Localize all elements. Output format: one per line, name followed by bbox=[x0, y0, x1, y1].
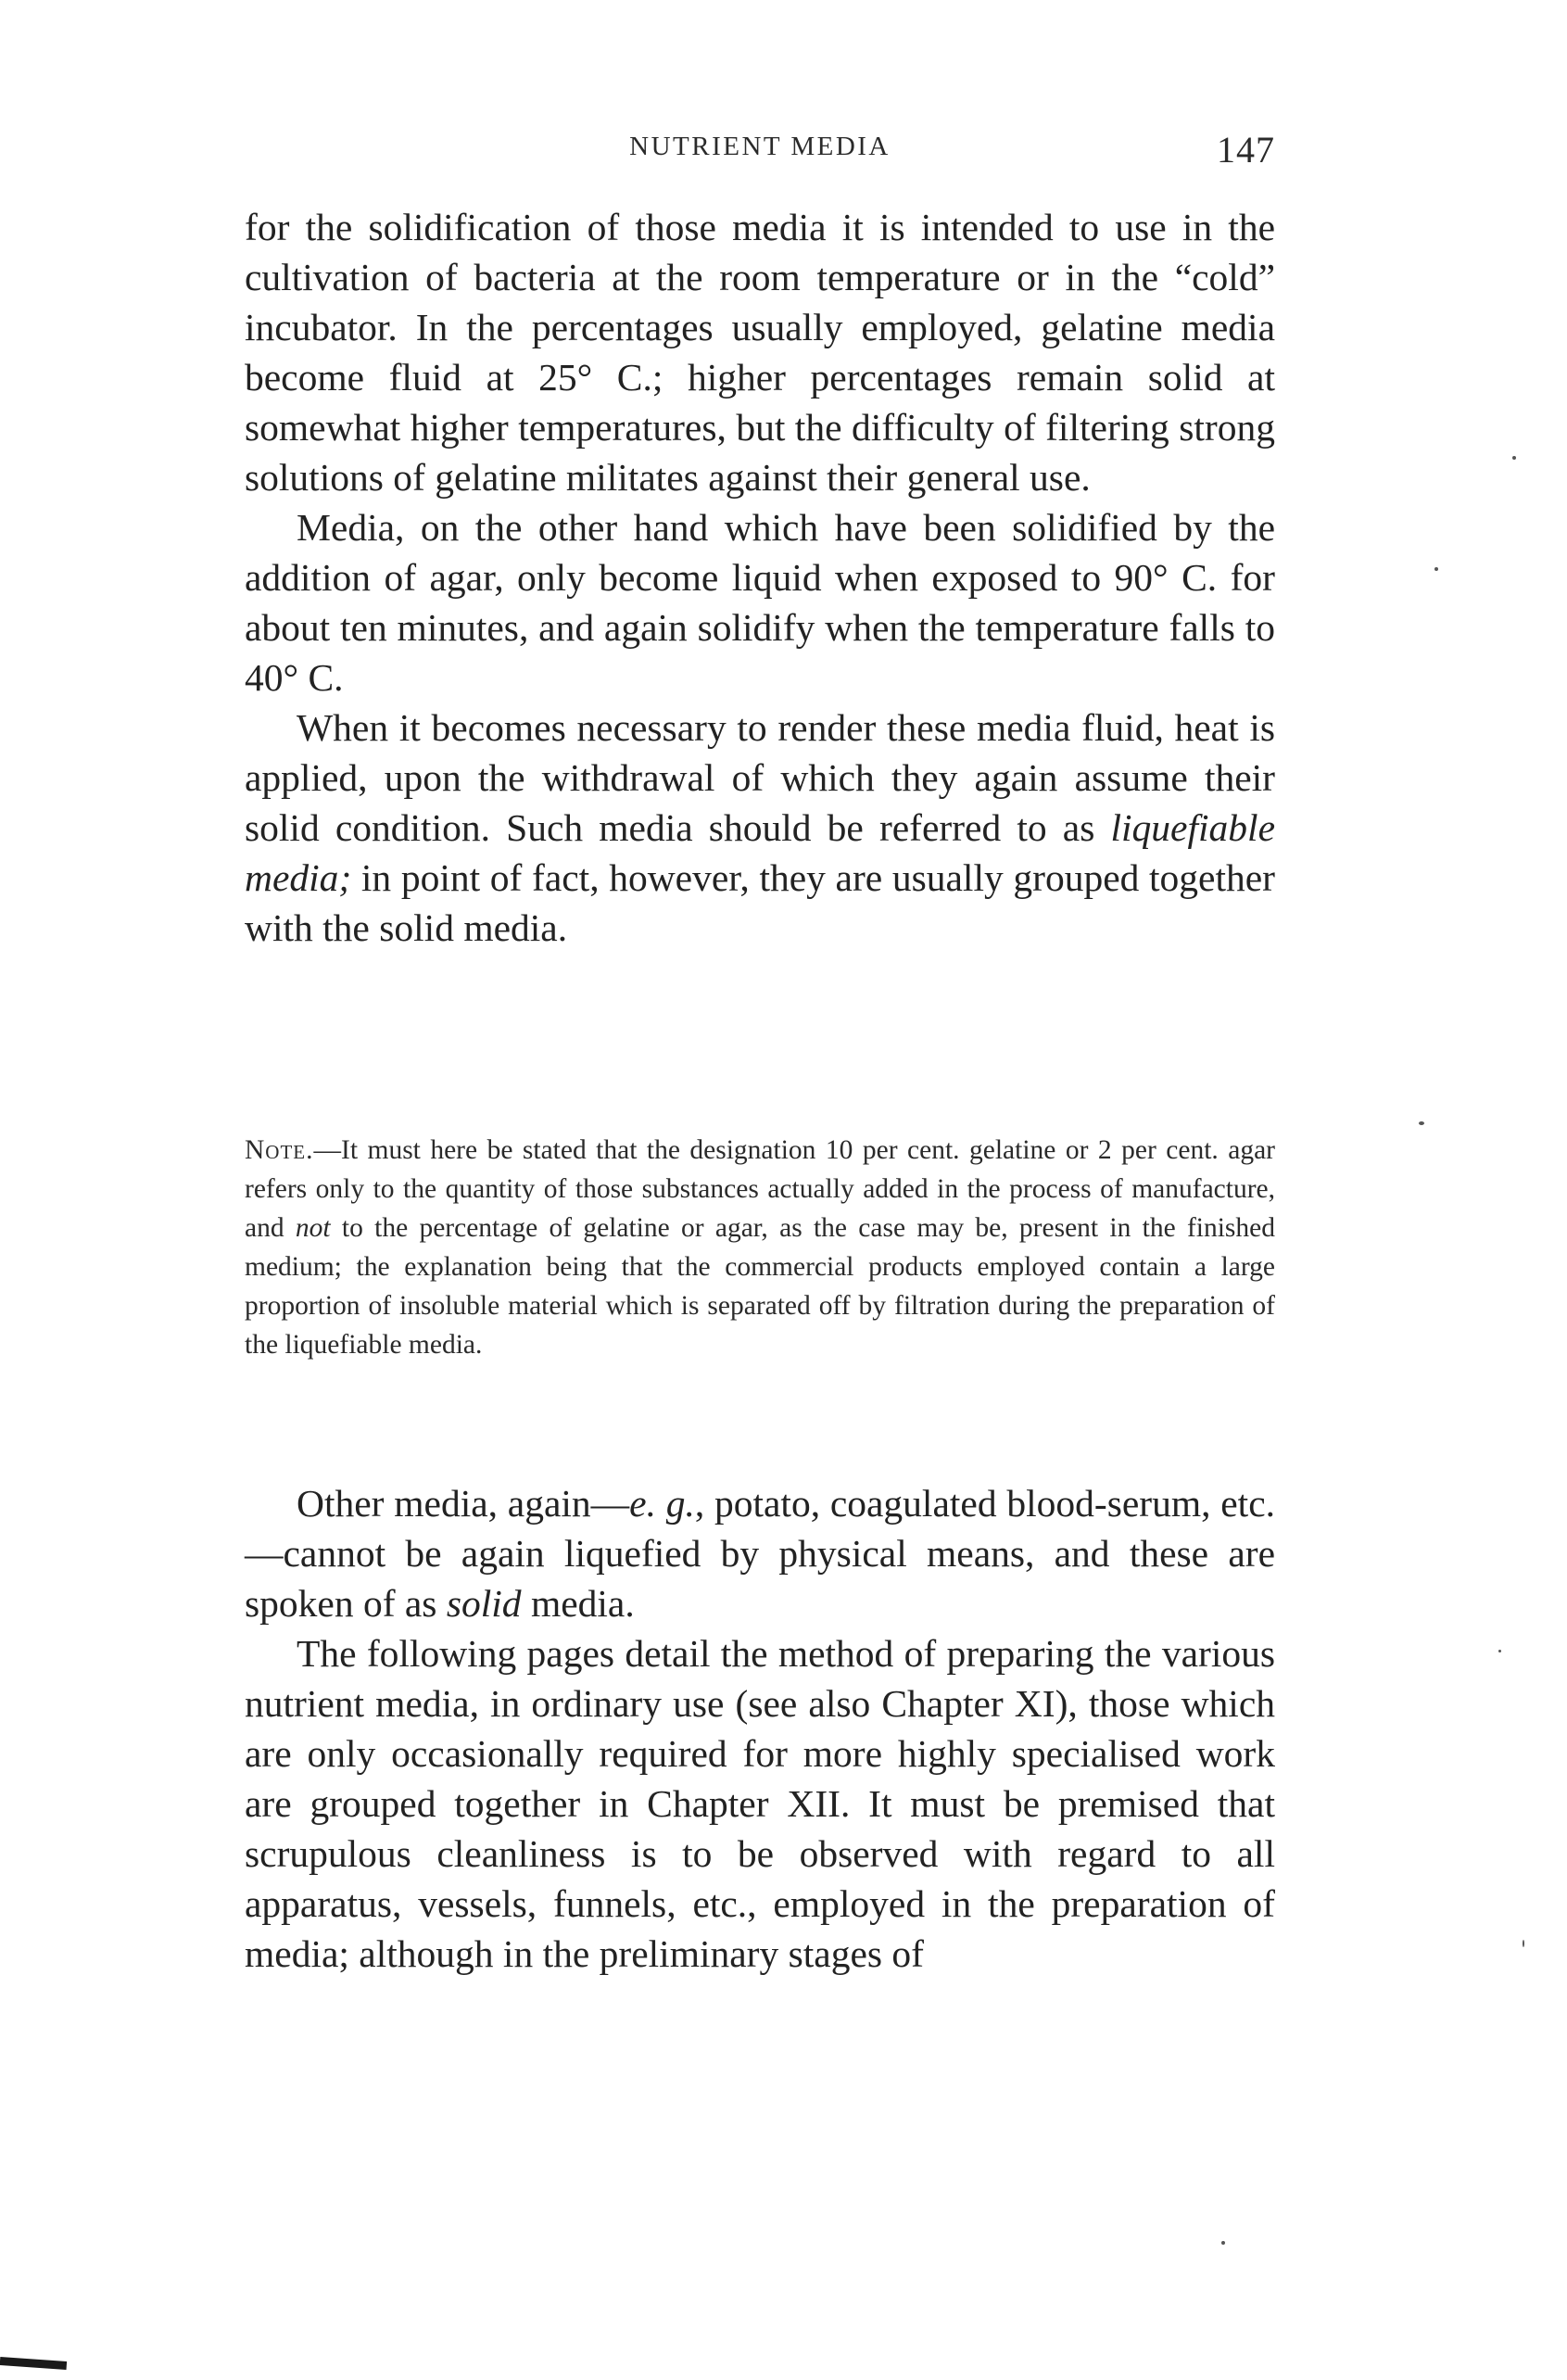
scan-speck bbox=[1419, 1121, 1424, 1125]
scan-speck bbox=[1221, 2241, 1225, 2245]
scan-speck bbox=[1523, 1940, 1524, 1947]
paragraph-liquefiable-text-after: in point of fact, however, they are usually grouped together with the solid media. bbox=[245, 856, 1275, 949]
scan-speck bbox=[1434, 567, 1438, 571]
paragraph-following-pages: The following pages detail the method of preparing the various nutrient media, in ordinary use (see also Chapter XI), those which are only occasionally required for more highly specialised work are grouped together in Chapter XII. It must be premised that scrupulous cleanliness is to be observed with regard to all apparatus, vessels, funnels, etc., employed in the preparation of media; although in the preliminary stages of bbox=[245, 1632, 1275, 1975]
note-text-after: to the percentage of gelatine or agar, as the case may be, present in the finished medium; the explanation being that the commercial products employed contain a large proportion of insoluble material which is separated off by filtration during the preparation of the liquefiable media. bbox=[245, 1213, 1275, 1360]
body-text-top bbox=[245, 202, 1275, 953]
liquefiable-media-emphasis: liquefiable media; bbox=[245, 806, 1275, 899]
scan-speck bbox=[1498, 1650, 1501, 1652]
note-label: Note. bbox=[245, 1135, 314, 1165]
note-text-before: —It must here be stated that the designation 10 per cent. gelatine or 2 per cent. agar refers only to the quantity of those substances actually added in the process of manufacture, and bbox=[245, 1135, 1275, 1243]
solid-media-text-after: media. bbox=[521, 1582, 635, 1625]
paragraph-liquefiable-text-before: When it becomes necessary to render these media fluid, heat is applied, upon the withdrawal of which they again assume their solid condition. Such media should be referred to as bbox=[245, 706, 1275, 849]
scan-speck bbox=[1512, 456, 1516, 460]
paragraph-liquefiable-media bbox=[245, 703, 1275, 953]
page-number: 147 bbox=[1217, 129, 1275, 171]
note-emphasis: not bbox=[295, 1213, 331, 1243]
solid-media-text-middle: , potato, coagulated blood-serum, etc.—cannot be again liquefied by physical means, and these are spoken of as bbox=[245, 1482, 1275, 1625]
running-head bbox=[245, 128, 1275, 174]
paragraph-agar-media: Media, on the other hand which have been solidified by the addition of agar, only become liquid when exposed to 90° C. for about ten minutes, and again solidify when the temperature falls to 40° C. bbox=[245, 506, 1275, 699]
paragraph-solid-media bbox=[245, 1478, 1275, 1628]
eg-emphasis: e. g. bbox=[629, 1482, 695, 1525]
body-text-bottom bbox=[245, 1478, 1275, 1979]
solid-media-text-before: Other media, again— bbox=[297, 1482, 630, 1525]
running-title: NUTRIENT MEDIA bbox=[629, 132, 891, 161]
footnote-note bbox=[245, 1131, 1275, 1364]
scan-edge-mark bbox=[0, 2357, 67, 2370]
paragraph-solidification: for the solidification of those media it is intended to use in the cultivation of bacteria at the room temperature or in the “cold” incubator. In the percentages usually employed, gelatine media become fluid at 25° C.; higher percentages remain solid at somewhat higher temperatures, but the difficulty of filtering strong solutions of gelatine militates against their general use. bbox=[245, 206, 1275, 499]
solid-emphasis: solid bbox=[446, 1582, 522, 1625]
